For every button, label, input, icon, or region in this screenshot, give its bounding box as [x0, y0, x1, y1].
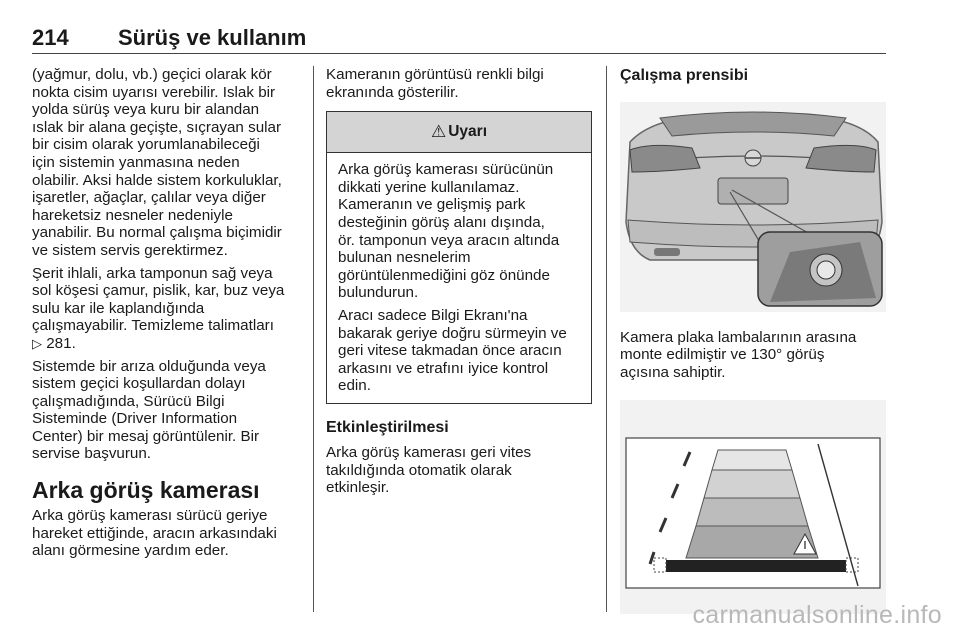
text-line: Sistemde bir arıza olduğunda veya	[32, 357, 266, 375]
text-line: bulunan nesnelerim	[338, 249, 471, 267]
column-3	[620, 66, 886, 619]
text-line: görüntülenmediğini göz önünde	[338, 266, 550, 284]
text-line: dikkati yerine kullanılamaz.	[338, 178, 520, 196]
page-ref-arrow-icon: ▷	[32, 335, 42, 351]
paragraph-rear-camera-intro	[32, 507, 304, 560]
text-line: Sisteminde (Driver Information	[32, 410, 238, 428]
warning-paragraph-1	[338, 161, 581, 302]
text-line: Aracı sadece Bilgi Ekranı'na	[338, 306, 528, 324]
text-line: için sistemin yanmasına neden	[32, 153, 240, 171]
text-line: işaretler, ağaçlar, çalılar veya diğer	[32, 189, 266, 207]
text-line: yanabilir. Bu normal çalışma biçimidir	[32, 224, 282, 242]
text-line: Şerit ihlali, arka tamponun sağ veya	[32, 264, 273, 282]
text-line: ekranında gösterilir.	[326, 83, 459, 101]
text-line: arkasını ve etrafını iyice kontrol	[338, 359, 549, 377]
text-line: servise başvurun.	[32, 445, 152, 463]
page-ref-link[interactable]: 281.	[46, 334, 76, 352]
paragraph-camera-mount	[620, 329, 886, 382]
warning-box	[326, 111, 592, 404]
text-line: Kameranın ve gelişmiş park	[338, 196, 526, 214]
text-line: olabilir. Aksi halde sistem korkuluklar,	[32, 171, 282, 189]
text-line: alanı görmesine yardım eder.	[32, 542, 229, 560]
text-line: Arka görüş kamerası geri vites	[326, 443, 532, 461]
text-line: çalışmayabilir. Temizleme talimatları	[32, 317, 274, 335]
paragraph-lane-violation	[32, 265, 304, 353]
page-title: Sürüş ve kullanım	[118, 25, 307, 50]
text-line: sistem geçici koşullardan dolayı	[32, 375, 246, 393]
column-divider-2	[606, 66, 607, 612]
text-line: monte edilmiştir ve 130° görüş	[620, 346, 825, 364]
text-line: hareketsiz nesneler nedeniyle	[32, 206, 233, 224]
text-line: hareket ettiğinde, aracın arkasındaki	[32, 524, 277, 542]
text-line: bulundurun.	[338, 284, 419, 302]
warning-header	[327, 112, 591, 153]
text-line: Arka görüş kamerası sürücünün	[338, 161, 554, 179]
text-line: bir cisim olarak yorumlanabileceği	[32, 136, 260, 154]
page-header	[32, 25, 886, 54]
paragraph-activation	[326, 444, 592, 497]
warning-title: Uyarı	[448, 123, 488, 141]
car-rear-camera-illustration	[620, 102, 886, 312]
paragraph-malfunction	[32, 358, 304, 464]
text-line: yolda sürüş veya kuru bir alandan	[32, 101, 260, 119]
text-line: takıldığında otomatik olarak	[326, 461, 512, 479]
warning-triangle-icon: ⚠	[430, 122, 447, 142]
text-line: nokta cisim uyarısı verebilir. Islak bir	[32, 83, 276, 101]
paragraph-display	[326, 66, 592, 101]
text-line: desteğinin görüş alanı dışında,	[338, 213, 545, 231]
text-line: (yağmur, dolu, vb.) geçici olarak kör	[32, 66, 272, 83]
warning-paragraph-2	[338, 307, 581, 395]
parking-guideline-illustration	[620, 400, 886, 614]
text-line: sol köşesi çamur, pislik, kar, buz veya	[32, 282, 285, 300]
column-divider-1	[313, 66, 314, 612]
column-2	[326, 66, 592, 502]
text-line: ve sistem servis gerektirmez.	[32, 241, 228, 259]
text-line: etkinleşir.	[326, 479, 390, 497]
section-heading-rear-camera: Arka görüş kamerası	[32, 477, 260, 504]
text-line: ıslak bir alana geçişte, sıçrayan sular	[32, 118, 282, 136]
text-line: Kameranın görüntüsü renkli bilgi	[326, 66, 544, 83]
section-heading-activation: Etkinleştirilmesi	[326, 418, 449, 436]
text-line: Center) bir mesaj görüntülenir. Bir	[32, 427, 260, 445]
text-line: sulu kar ile kaplandığında	[32, 299, 205, 317]
column-1	[32, 66, 304, 565]
paragraph-blind-spot	[32, 66, 304, 260]
text-line: Arka görüş kamerası sürücü geriye	[32, 507, 268, 525]
text-line: Kamera plaka lambalarının arasına	[620, 328, 857, 346]
text-line: çalışmadığında, Sürücü Bilgi	[32, 392, 225, 410]
section-heading-principle: Çalışma prensibi	[620, 67, 749, 84]
text-line: açısına sahiptir.	[620, 363, 726, 381]
text-line: ör. tamponun veya aracın altında	[338, 231, 560, 249]
text-line: geri vitese takmadan önce aracın	[338, 342, 562, 360]
text-line: edin.	[338, 377, 371, 395]
watermark: carmanualsonline.info	[692, 601, 942, 629]
warning-body	[327, 153, 591, 403]
text-line: bakarak geriye doğru sürmeyin ve	[338, 324, 567, 342]
page-number: 214	[32, 25, 69, 50]
